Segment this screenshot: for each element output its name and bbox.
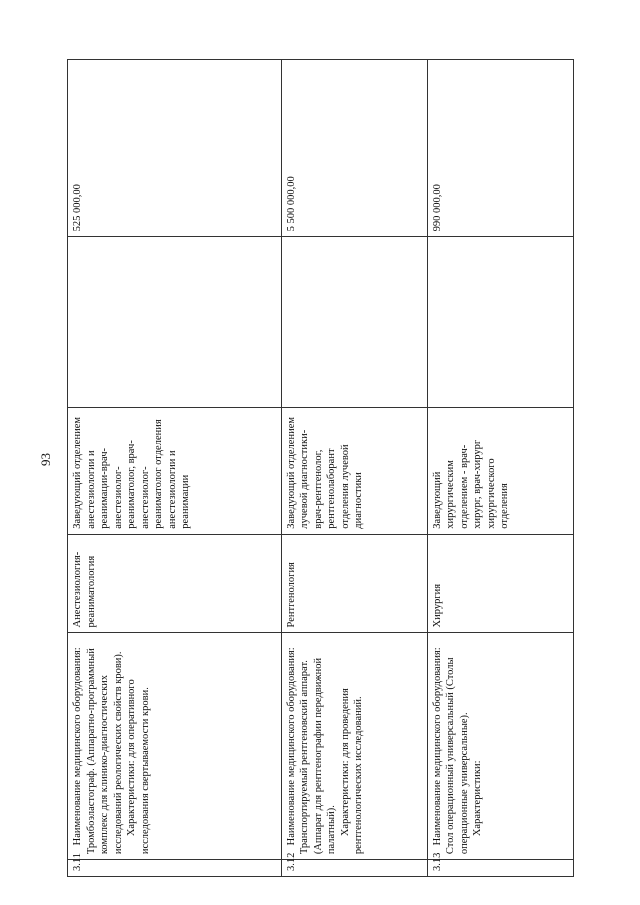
equipment-heading: Наименование медицинского оборудования: <box>72 647 83 846</box>
equipment-name: Стол операционный универсальный (Столы операционные универсальные). <box>445 657 470 855</box>
equipment-name: Тромбоэластограф. (Аппаратно-программный комплекс для клинико-диагностических исследований реологических свойств крови). <box>85 648 124 855</box>
document-table-rotated <box>67 59 574 877</box>
row-number: 3.13 <box>427 860 573 877</box>
price: 525 000,00 <box>68 60 282 237</box>
equipment-description <box>281 633 427 860</box>
row-number: 3.12 <box>281 860 427 877</box>
positions: Заведующий отделением лучевой диагностики-врач-рентгенолог, рентгенолаборант отделения лучевой диагностики <box>281 407 427 534</box>
equipment-table <box>67 59 574 877</box>
equipment-characteristics: Характеристики: для проведения рентгенологических исследований. <box>339 688 365 855</box>
equipment-characteristics: Характеристики: для оперативного исследования свертываемости крови. <box>126 679 151 855</box>
page-number: 93 <box>38 453 53 466</box>
price: 5 500 000,00 <box>281 60 427 237</box>
price: 990 000,00 <box>427 60 573 237</box>
table-row <box>68 60 282 877</box>
department: Анестезиология-реаниматология <box>68 534 282 633</box>
equipment-description <box>427 633 573 860</box>
employees <box>427 237 573 408</box>
department: Хирургия <box>427 534 573 633</box>
positions: Заведующий хирургическим отделением - врач-хирург, врач-хирург хирургического отделения <box>427 407 573 534</box>
positions: Заведующий отделением анестезиологии и реанимации-врач-анестезиолог-реаниматолог, врач-анестезиолог-реаниматолог отделения анестезиологии и реанимации <box>68 407 282 534</box>
equipment-heading: Наименование медицинского оборудования: <box>431 647 443 846</box>
equipment-characteristics: Характеристики: <box>472 760 484 837</box>
employees <box>281 237 427 408</box>
equipment-heading: Наименование медицинского оборудования: <box>285 647 297 846</box>
row-number: 3.11 <box>68 860 282 877</box>
table-row <box>281 60 427 877</box>
table-row <box>427 60 573 877</box>
employees <box>68 237 282 408</box>
equipment-name: Транспортируемый рентгеновский аппарат. (Аппарат для рентгенографии передвижной палатный). <box>299 657 338 855</box>
equipment-description <box>68 633 282 860</box>
department: Рентгенология <box>281 534 427 633</box>
